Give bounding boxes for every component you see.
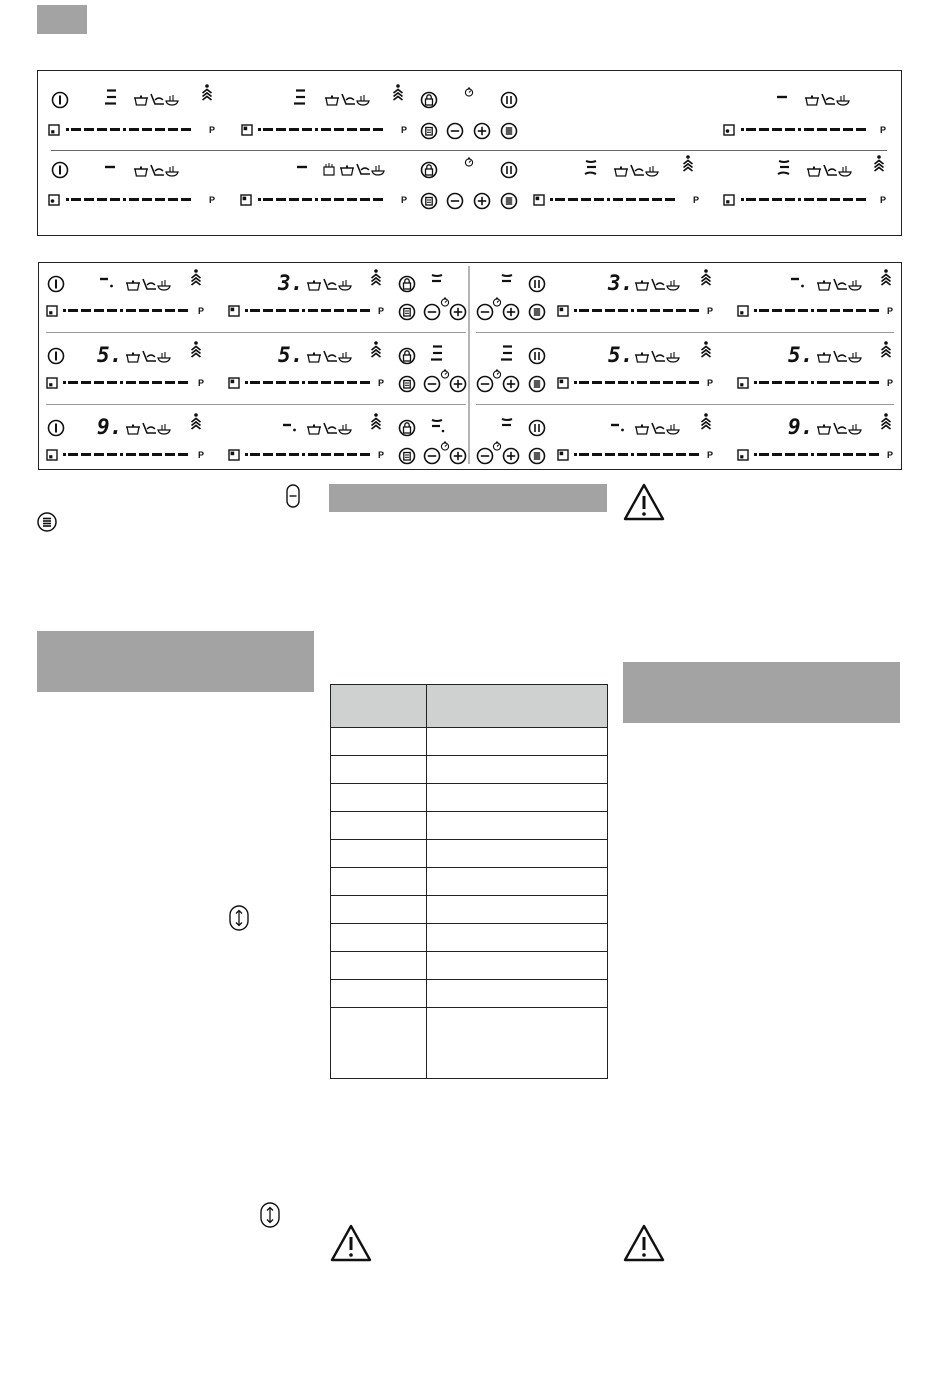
plus-icon[interactable] xyxy=(449,375,467,393)
zone-icon[interactable] xyxy=(557,449,569,461)
heat-level-indicator xyxy=(610,417,625,434)
cookware-icon xyxy=(816,421,862,435)
table-cell xyxy=(427,868,608,896)
heat-level-indicator xyxy=(500,345,515,362)
panel-b-row-divider-4 xyxy=(476,404,894,405)
heat-level-display: 5. xyxy=(788,343,814,367)
booster-icon[interactable] xyxy=(700,413,712,430)
slider-end-label: P xyxy=(880,125,887,135)
power-slider[interactable] xyxy=(574,309,704,313)
heat-level-indicator xyxy=(282,417,297,434)
table-row xyxy=(331,1008,608,1079)
slider-end-label: P xyxy=(880,195,887,205)
power-slider[interactable] xyxy=(754,381,884,385)
menu-icon[interactable] xyxy=(528,303,546,321)
booster-icon[interactable] xyxy=(190,413,202,430)
zone-icon[interactable] xyxy=(228,305,240,317)
table-cell xyxy=(427,812,608,840)
pause-icon[interactable] xyxy=(500,91,518,109)
table-header-row xyxy=(331,685,608,728)
booster-icon[interactable] xyxy=(880,413,892,430)
slider-end-label: P xyxy=(693,195,700,205)
table-row xyxy=(331,756,608,784)
booster-icon[interactable] xyxy=(370,269,382,286)
slider-end-label: P xyxy=(707,378,714,388)
scroll-icon xyxy=(259,1202,281,1228)
memory-icon[interactable] xyxy=(398,303,416,321)
heat-level-indicator xyxy=(790,273,805,290)
slider-end-label: P xyxy=(198,378,205,388)
plus-icon[interactable] xyxy=(473,122,491,140)
table-cell xyxy=(427,728,608,756)
timer-icon xyxy=(464,87,474,97)
booster-icon[interactable] xyxy=(880,269,892,286)
cookware-icon xyxy=(324,92,370,106)
plus-icon[interactable] xyxy=(502,375,520,393)
cookware-icon xyxy=(125,349,171,363)
zone-icon[interactable] xyxy=(557,377,569,389)
menu-icon[interactable] xyxy=(528,447,546,465)
booster-icon[interactable] xyxy=(700,341,712,358)
heat-level-indicator xyxy=(776,89,791,106)
power-slider[interactable] xyxy=(741,198,877,202)
panel-b-row-divider-2 xyxy=(46,404,466,405)
table-cell xyxy=(331,756,427,784)
timer-icon xyxy=(492,369,502,379)
booster-icon[interactable] xyxy=(873,155,885,172)
zone-icon[interactable] xyxy=(228,377,240,389)
table-cell xyxy=(427,980,608,1008)
cookware-icon xyxy=(806,163,852,177)
table-cell xyxy=(427,756,608,784)
plus-icon[interactable] xyxy=(449,303,467,321)
section-bar-left xyxy=(37,631,314,692)
page-header-block xyxy=(37,5,87,34)
heat-level-display: 5. xyxy=(608,343,634,367)
zone-icon[interactable] xyxy=(557,305,569,317)
settings-table xyxy=(330,684,608,1079)
minus-icon[interactable] xyxy=(423,447,441,465)
slider-end-label: P xyxy=(209,195,216,205)
heat-level-display: 5. xyxy=(278,343,304,367)
menu-icon xyxy=(36,511,58,533)
table-row xyxy=(331,952,608,980)
power-slider[interactable] xyxy=(63,453,195,457)
power-icon[interactable] xyxy=(47,275,65,293)
zone-icon[interactable] xyxy=(723,194,735,206)
heat-level-indicator xyxy=(500,417,515,434)
booster-icon[interactable] xyxy=(392,84,404,101)
booster-icon[interactable] xyxy=(700,269,712,286)
timer-icon xyxy=(492,441,502,451)
panel-b-center-divider xyxy=(468,266,470,464)
minus-icon[interactable] xyxy=(446,192,464,210)
zone-icon[interactable] xyxy=(533,194,545,206)
power-slider[interactable] xyxy=(63,309,195,313)
cookware-icon xyxy=(133,163,179,177)
table-cell xyxy=(427,924,608,952)
power-slider[interactable] xyxy=(741,128,877,132)
slider-end-label: P xyxy=(401,125,408,135)
power-icon[interactable] xyxy=(47,419,65,437)
slider-end-label: P xyxy=(887,450,894,460)
table-header-cell xyxy=(427,685,608,728)
power-icon[interactable] xyxy=(47,347,65,365)
cookware-icon xyxy=(306,421,352,435)
memory-icon[interactable] xyxy=(398,375,416,393)
booster-icon[interactable] xyxy=(370,341,382,358)
minus-icon[interactable] xyxy=(423,303,441,321)
table-cell xyxy=(331,1008,427,1079)
table-header-cell xyxy=(331,685,427,728)
table-cell xyxy=(331,784,427,812)
minus-icon[interactable] xyxy=(423,375,441,393)
table-cell xyxy=(331,840,427,868)
power-slider[interactable] xyxy=(245,381,375,385)
table-row xyxy=(331,840,608,868)
table-row xyxy=(331,868,608,896)
slider-end-label: P xyxy=(198,450,205,460)
heat-level-display: 3. xyxy=(278,271,304,295)
pause-icon[interactable] xyxy=(528,275,546,293)
table-cell xyxy=(331,980,427,1008)
heat-level-indicator xyxy=(777,159,792,176)
panel-b-row-divider-3 xyxy=(476,332,894,333)
power-slider[interactable] xyxy=(574,381,704,385)
lock-icon[interactable] xyxy=(420,91,438,109)
zone-icon[interactable] xyxy=(46,305,58,317)
table-cell xyxy=(427,952,608,980)
plus-icon[interactable] xyxy=(473,192,491,210)
timer-icon xyxy=(492,297,502,307)
power-slider[interactable] xyxy=(754,309,884,313)
booster-icon[interactable] xyxy=(880,341,892,358)
panel-b-row-divider-1 xyxy=(46,332,466,333)
heat-level-indicator xyxy=(104,89,119,106)
cookware-icon xyxy=(323,162,385,176)
cookware-icon xyxy=(613,163,659,177)
cookware-icon xyxy=(306,349,352,363)
scroll-icon xyxy=(228,905,250,931)
table-cell xyxy=(331,868,427,896)
power-slider[interactable] xyxy=(245,309,375,313)
booster-icon[interactable] xyxy=(682,155,694,172)
bridge-icon xyxy=(285,484,301,508)
zone-icon[interactable] xyxy=(228,449,240,461)
zone-icon[interactable] xyxy=(737,449,749,461)
slider-end-label: P xyxy=(887,306,894,316)
cookware-icon xyxy=(634,421,680,435)
zone-icon[interactable] xyxy=(241,124,253,136)
slider-end-label: P xyxy=(198,306,205,316)
lock-icon[interactable] xyxy=(420,161,438,179)
memory-icon[interactable] xyxy=(420,192,438,210)
table-row xyxy=(331,728,608,756)
lock-icon[interactable] xyxy=(398,419,416,437)
zone-icon[interactable] xyxy=(723,124,735,136)
plus-icon[interactable] xyxy=(449,447,467,465)
table-row xyxy=(331,980,608,1008)
warning-icon xyxy=(329,1223,373,1263)
zone-icon[interactable] xyxy=(46,377,58,389)
lock-icon[interactable] xyxy=(398,275,416,293)
zone-icon[interactable] xyxy=(737,377,749,389)
zone-icon[interactable] xyxy=(737,305,749,317)
slider-end-label: P xyxy=(378,378,385,388)
table-cell xyxy=(331,896,427,924)
table-cell xyxy=(331,812,427,840)
cookware-icon xyxy=(804,92,850,106)
heat-level-indicator xyxy=(296,159,311,176)
memory-icon[interactable] xyxy=(398,447,416,465)
table-row xyxy=(331,896,608,924)
table-cell xyxy=(427,1008,608,1079)
minus-icon[interactable] xyxy=(446,122,464,140)
power-slider[interactable] xyxy=(754,453,884,457)
table-cell xyxy=(331,952,427,980)
cookware-icon xyxy=(816,277,862,291)
power-icon[interactable] xyxy=(51,161,69,179)
cookware-icon xyxy=(133,92,179,106)
zone-icon[interactable] xyxy=(48,194,60,206)
cookware-icon xyxy=(125,277,171,291)
power-slider[interactable] xyxy=(258,198,398,202)
table-cell xyxy=(427,896,608,924)
table-cell xyxy=(331,924,427,952)
slider-end-label: P xyxy=(707,306,714,316)
pause-icon[interactable] xyxy=(500,161,518,179)
slider-end-label: P xyxy=(887,378,894,388)
power-slider[interactable] xyxy=(66,198,206,202)
cookware-icon xyxy=(634,277,680,291)
slider-end-label: P xyxy=(378,306,385,316)
heat-level-display: 9. xyxy=(97,415,123,439)
memory-icon[interactable] xyxy=(420,122,438,140)
zone-icon[interactable] xyxy=(48,124,60,136)
booster-icon[interactable] xyxy=(190,341,202,358)
pause-icon[interactable] xyxy=(528,419,546,437)
power-slider[interactable] xyxy=(66,128,206,132)
table-row xyxy=(331,784,608,812)
cookware-icon xyxy=(816,349,862,363)
timer-icon xyxy=(464,157,474,167)
control-panel-b xyxy=(38,262,902,470)
plus-icon[interactable] xyxy=(502,447,520,465)
warning-icon xyxy=(622,1223,666,1263)
slider-end-label: P xyxy=(378,450,385,460)
heat-level-indicator xyxy=(584,159,599,176)
heat-level-display: 9. xyxy=(788,415,814,439)
heat-level-indicator xyxy=(500,273,515,290)
power-icon[interactable] xyxy=(51,91,69,109)
booster-icon[interactable] xyxy=(190,269,202,286)
heat-level-display: 5. xyxy=(97,343,123,367)
slider-end-label: P xyxy=(707,450,714,460)
panel-a-row-divider xyxy=(51,150,887,151)
power-slider[interactable] xyxy=(245,453,375,457)
slider-end-label: P xyxy=(209,125,216,135)
cookware-icon xyxy=(306,277,352,291)
lock-icon[interactable] xyxy=(398,347,416,365)
table-cell xyxy=(427,840,608,868)
heat-level-indicator xyxy=(430,417,445,434)
table-row xyxy=(331,924,608,952)
cookware-icon xyxy=(125,421,171,435)
section-bar-right xyxy=(623,662,900,723)
zone-icon[interactable] xyxy=(240,194,252,206)
power-slider[interactable] xyxy=(574,453,704,457)
section-bar-centre xyxy=(329,484,607,512)
power-slider[interactable] xyxy=(63,381,195,385)
heat-level-indicator xyxy=(430,273,445,290)
menu-icon[interactable] xyxy=(528,375,546,393)
heat-level-indicator xyxy=(293,89,308,106)
booster-icon[interactable] xyxy=(370,413,382,430)
table-cell xyxy=(331,728,427,756)
table-cell xyxy=(427,784,608,812)
menu-icon[interactable] xyxy=(500,122,518,140)
plus-icon[interactable] xyxy=(502,303,520,321)
heat-level-indicator xyxy=(104,159,119,176)
zone-icon[interactable] xyxy=(46,449,58,461)
heat-level-indicator xyxy=(99,273,114,290)
menu-icon[interactable] xyxy=(500,192,518,210)
booster-icon[interactable] xyxy=(201,84,213,101)
table-row xyxy=(331,812,608,840)
pause-icon[interactable] xyxy=(528,347,546,365)
warning-icon xyxy=(622,482,666,522)
slider-end-label: P xyxy=(401,195,408,205)
heat-level-display: 3. xyxy=(608,271,634,295)
power-slider[interactable] xyxy=(550,198,690,202)
cookware-icon xyxy=(634,349,680,363)
heat-level-indicator xyxy=(430,345,445,362)
power-slider[interactable] xyxy=(258,128,398,132)
